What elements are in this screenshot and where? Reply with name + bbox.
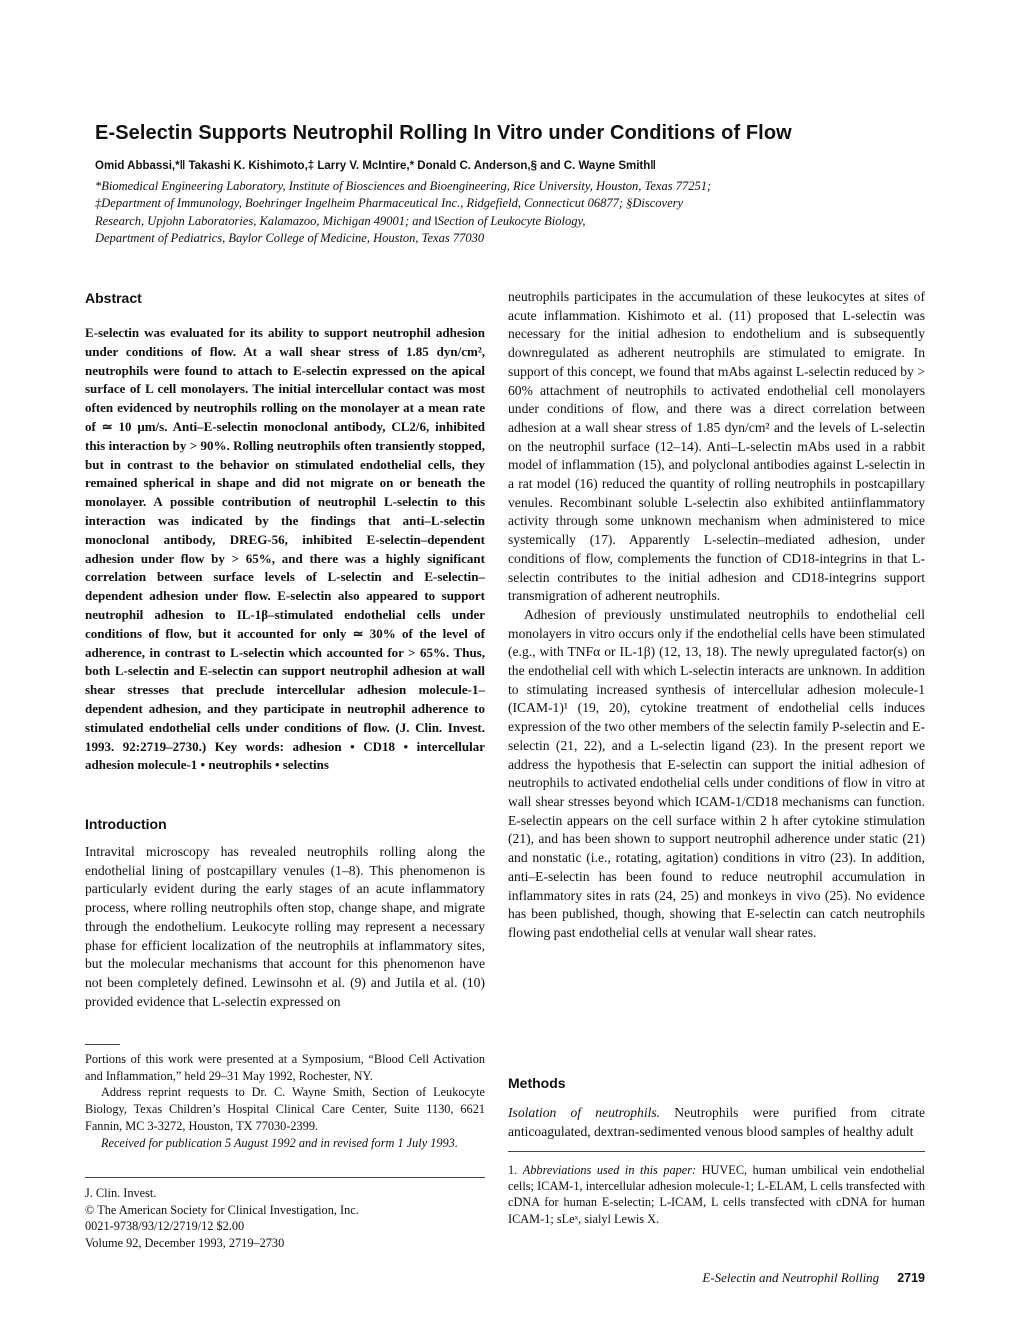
footnotes-left [85, 1051, 485, 1151]
methods-body: Neutrophils were purified from citrate anticoagulated, dextran-sedimented venous blood samples of healthy adult [508, 1105, 925, 1139]
right-column-text [508, 288, 925, 943]
affiliation-line: Research, Upjohn Laboratories, Kalamazoo, Michigan 49001; and ǁSection of Leukocyte Biology, [95, 213, 586, 228]
methods-text [508, 1104, 925, 1141]
journal-info [85, 1185, 485, 1251]
journal-name: J. Clin. Invest. [85, 1186, 157, 1200]
article-title: E-Selectin Supports Neutrophil Rolling In Vitro under Conditions of Flow [95, 122, 792, 144]
journal-issn: 0021-9738/93/12/2719/12 $2.00 [85, 1219, 245, 1233]
symposium-note: Portions of this work were presented at a Symposium, “Blood Cell Activation and Inflammation,” held 29–31 May 1992, Rochester, NY. [85, 1052, 485, 1083]
journal-volume: Volume 92, December 1993, 2719–2730 [85, 1235, 285, 1250]
affiliations [95, 178, 935, 247]
affiliation-line: ‡Department of Immunology, Boehringer Ingelheim Pharmaceutical Inc., Ridgefield, Connecticut 06877; §Discovery [95, 196, 684, 211]
page-number: 2719 [897, 1271, 925, 1285]
received-note: Received for publication 5 August 1992 and in revised form 1 July 1993. [101, 1135, 458, 1150]
footnote-lead: Abbreviations used in this paper: [522, 1163, 697, 1177]
author-list: Omid Abbassi,*ǁ Takashi K. Kishimoto,‡ Larry V. McIntire,* Donald C. Anderson,§ and C. Wayne Smithǁ [95, 160, 657, 172]
abstract-heading: Abstract [85, 290, 142, 306]
journal-copyright: © The American Society for Clinical Investigation, Inc. [85, 1202, 359, 1217]
abstract-text: E-selectin was evaluated for its ability to support neutrophil adhesion under conditions of flow. At a wall shear stress of 1.85 dyn/cm², neutrophils were found to attach to E-selectin expressed on the apical surface of L cell monolayers. The initial intercellular contact was most often evidenced by neutrophils rolling on the monolayer at a mean rate of ≃ 10 μm/s. Anti–E-selectin monoclonal antibody, CL2/6, inhibited this interaction by > 90%. Rolling neutrophils often transiently stopped, but in contrast to the behavior on stimulated endothelial cells, they remained spherical in shape and did not migrate on or beneath the monolayer. A possible contribution of neutrophil L-selectin to this interaction was indicated by the findings that anti–L-selectin monoclonal antibody, DREG-56, inhibited E-selectin–dependent adhesion under flow by > 65%, and there was a highly significant correlation between surface levels of L-selectin and E-selectin–dependent adhesion under flow. E-selectin also appeared to support neutrophil adhesion to IL-1β–stimulated endothelial cells under conditions of flow, but it accounted for only ≃ 30% of the level of adherence, in contrast to L-selectin which accounted for > 65%. Thus, both L-selectin and E-selectin can support neutrophil adhesion at wall shear stresses that preclude intercellular adhesion molecule-1–dependent adhesion, and they participate in neutrophil adherence to stimulated endothelial cells under conditions of flow. (J. Clin. Invest. 1993. 92:2719–2730.) Key words: adhesion • CD18 • intercellular adhesion molecule-1 • neutrophils • selectins [85, 325, 485, 773]
introduction-text: Intravital microscopy has revealed neutrophils rolling along the endothelial lining of postcapillary venules (1–8). This phenomenon is particularly evident during the early stages of an acute inflammatory process, where rolling neutrophils often stop, change shape, and migrate through the endothelium. Leukocyte rolling may represent a necessary phase for efficient localization of the neutrophils at inflammatory sites, but the molecular mechanisms that account for this phenomenon have not been completely defined. Lewinsohn et al. (9) and Jutila et al. (10) provided evidence that L-selectin expressed on [85, 844, 485, 1009]
methods-heading: Methods [508, 1075, 566, 1091]
abbreviations-footnote [508, 1162, 925, 1227]
reprint-note: Address reprint requests to Dr. C. Wayne Smith, Section of Leukocyte Biology, Texas Children’s Hospital Clinical Care Center, Suite 1130, 6621 Fannin, MC 3-3272, Houston, TX 77030-2399. [85, 1085, 485, 1133]
running-footer [640, 1270, 925, 1286]
affiliation-line: *Biomedical Engineering Laboratory, Institute of Biosciences and Bioengineering, Rice University, Houston, Texas 77251; [95, 179, 712, 193]
journal-divider [85, 1177, 485, 1178]
footnote-divider [85, 1044, 120, 1045]
footnote-divider [508, 1151, 925, 1152]
footnote-body: HUVEC, human umbilical vein endothelial cells; ICAM-1, intercellular adhesion molecule-1; L-ELAM, L cells transfected with cDNA for human E-selectin; L-ICAM, L cells transfected with cDNA for human ICAM-1; sLeˣ, sialyl Lewis X. [508, 1163, 925, 1226]
paragraph: neutrophils participates in the accumulation of these leukocytes at sites of acute inflammation. Kishimoto et al. (11) proposed that L-selectin was necessary for the initial adhesion to endothelium and is subsequently downregulated as adherent neutrophils are stimulated to emigrate. In support of this concept, we found that mAbs against L-selectin reduced by > 60% attachment of neutrophils to activated endothelial cell monolayers under conditions of flow, and there was a direct correlation between adhesion at a wall shear stress of 1.85 dyn/cm² and the levels of L-selectin on the neutrophil surface (12–14). Anti–L-selectin mAbs used in a rabbit model of inflammation (15), and polyclonal antibodies against L-selectin in a rat model (16) reduced the quantity of rolling neutrophils in postcapillary venules. Recombinant soluble L-selectin also exhibited antiinflammatory activity through some unknown mechanism when administered to mice systemically (17). Apparently L-selectin–mediated adhesion, under conditions of flow, complements the function of CD18-integrins in that L-selectin contributes to the initial adhesion and CD18-integrins support transmigration of adherent neutrophils. [508, 289, 925, 604]
introduction-heading: Introduction [85, 816, 167, 832]
paragraph: Adhesion of previously unstimulated neutrophils to endothelial cell monolayers in vitro occurs only if the endothelial cells have been stimulated (e.g., with TNFα or IL-1β) (12, 13, 18). The newly upregulated factor(s) on the endothelial cell with which L-selectin interacts are unknown. In addition to stimulating increased synthesis of intercellular adhesion molecule-1 (ICAM-1)¹ (19, 20), cytokine treatment of endothelial cells induces expression of the two other members of the selectin family P-selectin and E-selectin (21, 22), and a L-selectin ligand (23). In the present report we address the hypothesis that E-selectin can support the initial adhesion of neutrophils to activated endothelial cells under conditions of flow in vitro at wall shear stresses beyond which ICAM-1/CD18 mechanisms can function. E-selectin appears on the cell surface within 2 h after cytokine stimulation (21), and has been shown to support neutrophil adherence under static (21) and nonstatic (i.e., rotating, agitation) conditions in vitro (23). In addition, anti–E-selectin has been found to reduce neutrophil accumulation in inflammatory sites in rats (24, 25) and monkeys in vivo (25). No evidence has been published, though, showing that E-selectin can catch neutrophils flowing past endothelial cells at venular wall shear rates. [508, 606, 925, 940]
affiliation-line: Department of Pediatrics, Baylor College of Medicine, Houston, Texas 77030 [95, 230, 485, 245]
methods-subheading: Isolation of neutrophils. [508, 1105, 661, 1120]
footnote-number: 1. [508, 1163, 523, 1177]
running-title: E-Selectin and Neutrophil Rolling [702, 1270, 880, 1285]
